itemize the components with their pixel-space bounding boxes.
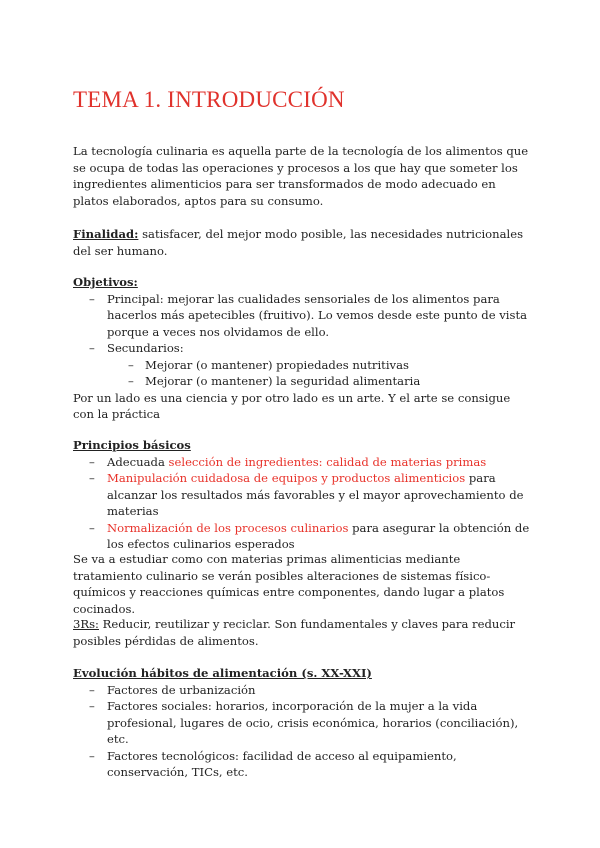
principios-list [73,454,533,553]
finalidad-paragraph [73,226,533,259]
principio-seleccion [73,454,533,471]
principio-seleccion-pre: Adecuada [107,454,169,469]
principios-section [73,437,533,553]
objetivo-secundarios: – Secundarios: [73,340,533,357]
principio-manipulacion-post: para alcanzar los resultados más favorables y el mayor aprovechamiento de materias [107,471,524,518]
objetivo-sub-seguridad: – Mejorar (o mantener) la seguridad alimentaria [73,373,533,390]
evolucion-tecnologicos: – Factores tecnológicos: facilidad de acceso al equipamiento, conservación, TICs, etc. [73,748,533,781]
objetivos-heading: Objetivos: [73,275,138,289]
intro-paragraph: La tecnología culinaria es aquella parte de la tecnología de los alimentos que se ocupa de todas las operaciones y procesos a los que hay que someter los ingredientes alimenticios para ser transformados de modo adecuado en platos elaborados, aptos para su consumo. [73,144,529,208]
principio-normalizacion [73,520,533,553]
objetivo-principal: – Principal: mejorar las cualidades sensoriales de los alimentos para hacerlos más apetecibles (fruitivo). Lo vemos desde este punto de vista porque a veces nos olvidamos de ello. [73,291,533,341]
principio-manipulacion [73,470,533,520]
principio-normalizacion-highlight: Normalización de los procesos culinarios [107,520,349,535]
page-title: TEMA 1. INTRODUCCIÓN [73,87,345,112]
rs3-paragraph [73,616,533,649]
evolucion-list [73,682,533,781]
materias-paragraph: Se va a estudiar como con materias primas alimenticias mediante tratamiento culinario se verán posibles alteraciones de sistemas físico-químicos y reacciones químicas entre componentes, dando lugar a platos cocinados. [73,552,505,616]
principio-seleccion-highlight: selección de ingredientes: calidad de materias primas [168,454,487,469]
principio-normalizacion-post: para asegurar la obtención de los efectos culinarios esperados [107,520,530,551]
rs3-label: 3Rs: [73,617,99,631]
objetivo-sub-nutritivas: – Mejorar (o mantener) propiedades nutritivas [73,357,533,374]
rs3-text: Reducir, reutilizar y reciclar. Son fundamentales y claves para reducir posibles pérdidas de alimentos. [73,617,516,648]
principios-heading: Principios básicos [73,438,191,452]
principio-manipulacion-highlight: Manipulación cuidadosa de equipos y productos alimenticios [107,471,466,485]
evolucion-urbanizacion: – Factores de urbanización [73,682,533,699]
objetivos-closing: Por un lado es una ciencia y por otro lado es un arte. Y el arte se consigue con la práctica [73,390,511,421]
objetivos-section [73,274,533,423]
evolucion-sociales: – Factores sociales: horarios, incorporación de la mujer a la vida profesional, lugares de ocio, crisis económica, horarios (conciliación), etc. [73,698,533,748]
finalidad-text: satisfacer, del mejor modo posible, las necesidades nutricionales del ser humano. [73,227,524,258]
finalidad-label: Finalidad: [73,227,139,241]
evolucion-heading: Evolución hábitos de alimentación (s. XX-XXI) [73,666,372,680]
evolucion-section [73,665,533,781]
objetivos-list [73,291,533,390]
